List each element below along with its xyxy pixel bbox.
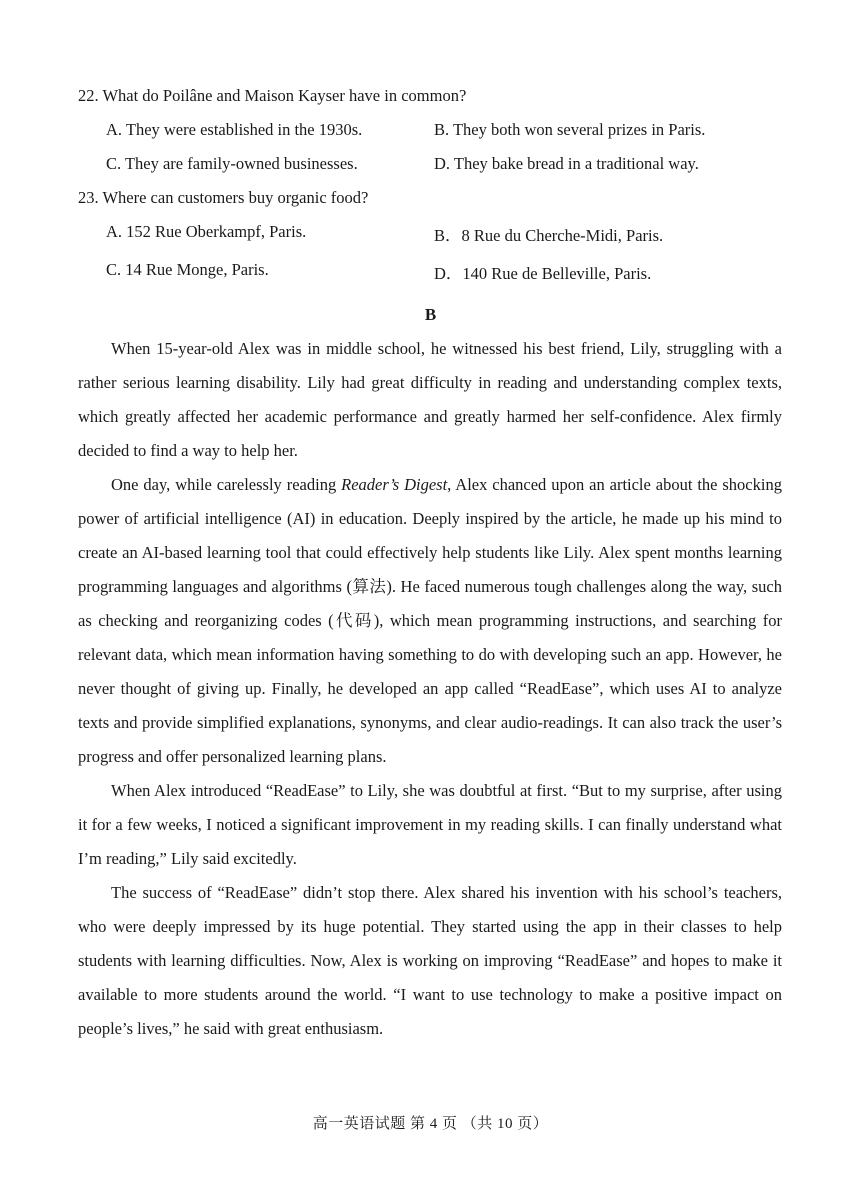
passage-paragraph-2-intro: One day, while carelessly reading [111, 475, 342, 494]
passage-paragraph-2-body: , Alex chanced upon an article about the shocking power of artificial intelligence (AI) in education. Deeply inspired by the article, he made up his mind to create an AI-based learning tool that could effectively help students like Lily. Alex spent months learning programming languages and algorithms (算法). He faced numerous tough challenges along the way, such as checking and reorganizing codes (代码), which mean programming instructions, and searching for relevant data, which mean information having something to do with developing such an app. However, he never thought of giving up. Finally, he developed an app called “ReadEase”, which uses AI to analyze texts and provide simplified explanations, synonyms, and clear audio-readings. It can also track the user’s progress and offer personalized learning plans. [78, 475, 782, 766]
question-22-option-a: A. They were established in the 1930s. [106, 120, 363, 139]
question-23-option-d: D．140 Rue de Belleville, Paris. [434, 264, 652, 283]
question-22-option-c: C. They are family-owned businesses. [106, 154, 358, 173]
page-footer: 高一英语试题 第 4 页 （共 10 页） [312, 1116, 549, 1132]
magazine-title: Reader’s Digest [341, 475, 448, 494]
passage-b [78, 332, 782, 1046]
question-23-option-a: A. 152 Rue Oberkampf, Paris. [106, 222, 307, 241]
question-22-stem: 22. What do Poilâne and Maison Kayser have in common? [78, 86, 467, 105]
question-23-option-c: C. 14 Rue Monge, Paris. [106, 260, 269, 279]
section-title: B [424, 305, 437, 324]
question-22-option-b: B. They both won several prizes in Paris. [434, 120, 706, 139]
question-23-stem: 23. Where can customers buy organic food? [78, 188, 369, 207]
question-23-option-b: B．8 Rue du Cherche-Midi, Paris. [434, 226, 664, 245]
passage-paragraph-2 [78, 468, 782, 774]
question-22-option-d: D. They bake bread in a traditional way. [434, 154, 699, 173]
passage-paragraph-3: When Alex introduced “ReadEase” to Lily, she was doubtful at first. “But to my surprise, after using it for a few weeks, I noticed a significant improvement in my reading skills. I can finally understand what I’m reading,” Lily said excitedly. [78, 781, 782, 868]
passage-paragraph-4: The success of “ReadEase” didn’t stop there. Alex shared his invention with his school’s teachers, who were deeply impressed by its huge potential. They started using the app in their classes to help students with learning difficulties. Now, Alex is working on improving “ReadEase” and hopes to make it available to more students around the world. “I want to use technology to make a positive impact on people’s lives,” he said with great enthusiasm. [78, 883, 782, 1038]
passage-paragraph-1: When 15-year-old Alex was in middle school, he witnessed his best friend, Lily, struggling with a rather serious learning disability. Lily had great difficulty in reading and understanding complex texts, which greatly affected her academic performance and greatly harmed her self-confidence. Alex firmly decided to find a way to help her. [78, 339, 782, 460]
